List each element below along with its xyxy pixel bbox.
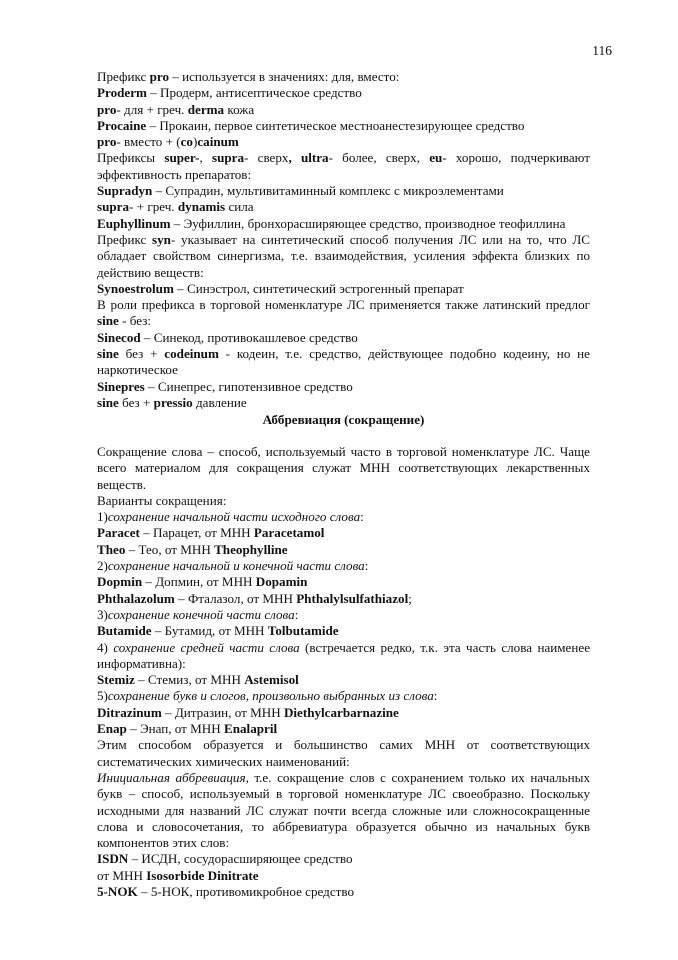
section-heading: Аббревиация (сокращение) bbox=[262, 412, 425, 427]
pro-intro: Префикс pro – используется в значениях: для, вместо: bbox=[97, 69, 400, 84]
page-number: 116 bbox=[592, 43, 612, 58]
term-stemiz: Stemiz – Стемиз, от МНН Astemisol bbox=[97, 672, 299, 688]
term-sinecod: Sinecod – Синекод, противокашлевое средство bbox=[97, 329, 358, 345]
variant-4: 4) сохранение средней части слова (встречается редко, т.к. эта часть слова наименее информативна): bbox=[97, 639, 590, 671]
sine-intro: В роли префикса в торговой номенклатуре ЛС применяется также латинский предлог sine - без: bbox=[97, 297, 590, 329]
etymology-supradyn: supra- + греч. dynamis сила bbox=[97, 199, 254, 215]
abbrev-intro: Сокращение слова – способ, используемый часто в торговой номенклатуре ЛС. Чаще всего материалом для сокращения служат МНН соответствующих лекарственных веществ. bbox=[97, 444, 590, 492]
term-paracet: Paracet – Парацет, от МНН Paracetamol bbox=[97, 525, 325, 541]
term-procaine: Procaine – Прокаин, первое синтетическое местноанестезирующее средство bbox=[97, 117, 525, 133]
term-supradyn: Supradyn – Супрадин, мультивитаминный комплекс с микроэлементами bbox=[97, 183, 504, 199]
term-theo: Theo – Тео, от МНН Theophylline bbox=[97, 541, 288, 557]
term-synoestrolum: Synoestrolum – Синэстрол, синтетический эстрогенный препарат bbox=[97, 280, 464, 296]
term-isdn: ISDN – ИСДН, сосудорасширяющее средство bbox=[97, 851, 353, 867]
variants-label: Варианты сокращения: bbox=[97, 492, 227, 508]
prefix-section bbox=[97, 69, 590, 411]
syn-intro: Префикс syn- указывает на синтетический способ получения ЛС или на то, что ЛС обладает свойством синергизма, т.е. взаимодействия, усиления эффекта близких по действию веществ: bbox=[97, 231, 590, 280]
term-euphyllinum: Euphyllinum – Эуфиллин, бронхорасширяющее средство, производное теофиллина bbox=[97, 215, 566, 231]
term-phthalazolum: Phthalazolum – Фталазол, от МНН Phthalylsulfathiazol; bbox=[97, 590, 412, 606]
variant-3: 3)сохранение конечной части слова: bbox=[97, 606, 299, 622]
variant-1: 1)сохранение начальной части исходного слова: bbox=[97, 509, 364, 525]
term-dopmin: Dopmin – Допмин, от МНН Dopamin bbox=[97, 574, 308, 590]
initial-abbrev-paragraph: Инициальная аббревиация, т.е. сокращение слов с сохранением только их начальных букв – способ, используемый в торговой номенклатуре ЛС своеобразно. Поскольку исходными для названий ЛС служат почти всегда сложные или сложносокращенные слова и словосочетания, то аббревиатура образуется обычно из начальных букв компонентов этих слов: bbox=[97, 769, 591, 851]
variant-5: 5)сохранение букв и слогов, произвольно выбранных из слова: bbox=[97, 688, 438, 704]
term-proderm: Proderm – Продерм, антисептическое средство bbox=[97, 85, 362, 101]
super-intro: Префиксы super-, supra- сверх, ultra- более, сверх, eu- хорошо, подчеркивают эффективность препаратов: bbox=[97, 150, 590, 182]
term-5-nok: 5-NOK – 5-НОК, противомикробное средство bbox=[97, 884, 355, 900]
etymology-procaine: pro- вместо + (co)cainum bbox=[97, 134, 239, 150]
term-sinepres: Sinepres – Синепрес, гипотензивное средство bbox=[97, 378, 353, 394]
abbreviation-section bbox=[97, 444, 590, 900]
etymology-proderm: pro- для + греч. derma кожа bbox=[97, 101, 255, 117]
isdn-source: от МНН Isosorbide Dinitrate bbox=[97, 867, 259, 883]
term-ditrazinum: Ditrazinum – Дитразин, от МНН Diethylcarbarnazine bbox=[97, 704, 399, 720]
method-paragraph: Этим способом образуется и большинство самих МНН от соответствующих систематических химических наименований: bbox=[97, 737, 590, 769]
etymology-sinecod: sine без + codeinum - кодеин, т.е. средство, действующее подобно кодеину, но не наркотическое bbox=[97, 346, 590, 378]
term-butamide: Butamide – Бутамид, от МНН Tolbutamide bbox=[97, 623, 339, 639]
etymology-sinepres: sine без + pressio давление bbox=[97, 394, 247, 410]
variant-2: 2)сохранение начальной и конечной части слова: bbox=[97, 558, 369, 574]
term-enap: Enap – Энап, от МНН Enalapril bbox=[97, 721, 278, 737]
